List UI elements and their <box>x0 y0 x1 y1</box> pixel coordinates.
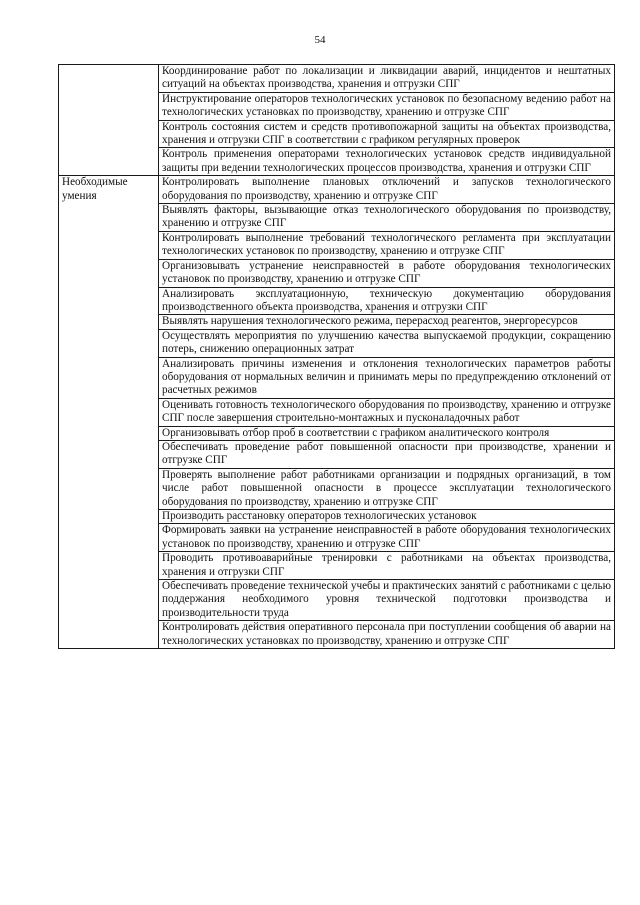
table-cell: Анализировать причины изменения и отклонения технологических параметров работы оборудования от нормальных величин и принимать меры по предупреждению отклонений от расчетных режимов <box>159 357 615 398</box>
table-cell: Организовывать отбор проб в соответствии с графиком аналитического контроля <box>159 426 615 440</box>
table-cell: Выявлять факторы, вызывающие отказ технологического оборудования по производству, хранению и отгрузке СПГ <box>159 204 615 232</box>
table-cell: Формировать заявки на устранение неисправностей в работе оборудования технологических установок по производству, хранению и отгрузке СПГ <box>159 524 615 552</box>
table-cell: Координирование работ по локализации и ликвидации аварий, инцидентов и нештатных ситуаций на объектах производства, хранения и отгрузки СПГ <box>159 65 615 93</box>
table-cell: Организовывать устранение неисправностей в работе оборудования технологических установок по производству, хранению и отгрузке СПГ <box>159 259 615 287</box>
row-label-cell <box>59 176 159 649</box>
table-cell: Проверять выполнение работ работниками организации и подрядных организаций, в том числе работ повышенной опасности в процессе эксплуатации технологического оборудования по производству, хранению и отгрузке СПГ <box>159 468 615 509</box>
row-label-cell <box>59 65 159 176</box>
table-cell: Инструктирование операторов технологических установок по безопасному ведению работ на технологических установках по производству, хранению и отгрузке СПГ <box>159 92 615 120</box>
row-label-skills: Необходимые умения <box>62 176 128 202</box>
table-cell: Контролировать выполнение требований технологического регламента при эксплуатации технологических установок по производству, хранению и отгрузке СПГ <box>159 231 615 259</box>
table-cell: Контроль применения операторами технологических установок средств индивидуальной защиты при ведении технологических процессов производства, хранения и отгрузки СПГ <box>159 148 615 176</box>
table-cell: Контролировать действия оперативного персонала при поступлении сообщения об аварии на технологических установках по производству, хранению и отгрузке СПГ <box>159 621 615 649</box>
table-cell: Контролировать выполнение плановых отключений и запусков технологического оборудования по производству, хранению и отгрузке СПГ <box>159 176 615 204</box>
table-row <box>59 176 615 204</box>
table-cell: Контроль состояния систем и средств противопожарной защиты на объектах производства, хранения и отгрузки СПГ в соответствии с графиком регулярных проверок <box>159 120 615 148</box>
table-row <box>59 65 615 93</box>
table-cell: Анализировать эксплуатационную, техническую документацию оборудования производственного объекта производства, хранения и отгрузки СПГ <box>159 287 615 315</box>
table-cell: Оценивать готовность технологического оборудования по производству, хранению и отгрузке СПГ после завершения строительно-монтажных и пусконаладочных работ <box>159 398 615 426</box>
page-number: 54 <box>314 34 326 46</box>
table-cell: Выявлять нарушения технологического режима, перерасход реагентов, энергоресурсов <box>159 315 615 329</box>
table-cell: Осуществлять мероприятия по улучшению качества выпускаемой продукции, сокращению потерь, снижению операционных затрат <box>159 329 615 357</box>
table-cell: Проводить противоаварийные тренировки с работниками на объектах производства, хранения и отгрузки СПГ <box>159 552 615 580</box>
table-cell: Обеспечивать проведение работ повышенной опасности при производстве, хранении и отгрузке СПГ <box>159 440 615 468</box>
competency-table <box>58 64 615 649</box>
table-cell: Производить расстановку операторов технологических установок <box>159 510 615 524</box>
table-cell: Обеспечивать проведение технической учебы и практических занятий с работниками с целью поддержания необходимого уровня технической подготовки производства и производительности труда <box>159 580 615 621</box>
